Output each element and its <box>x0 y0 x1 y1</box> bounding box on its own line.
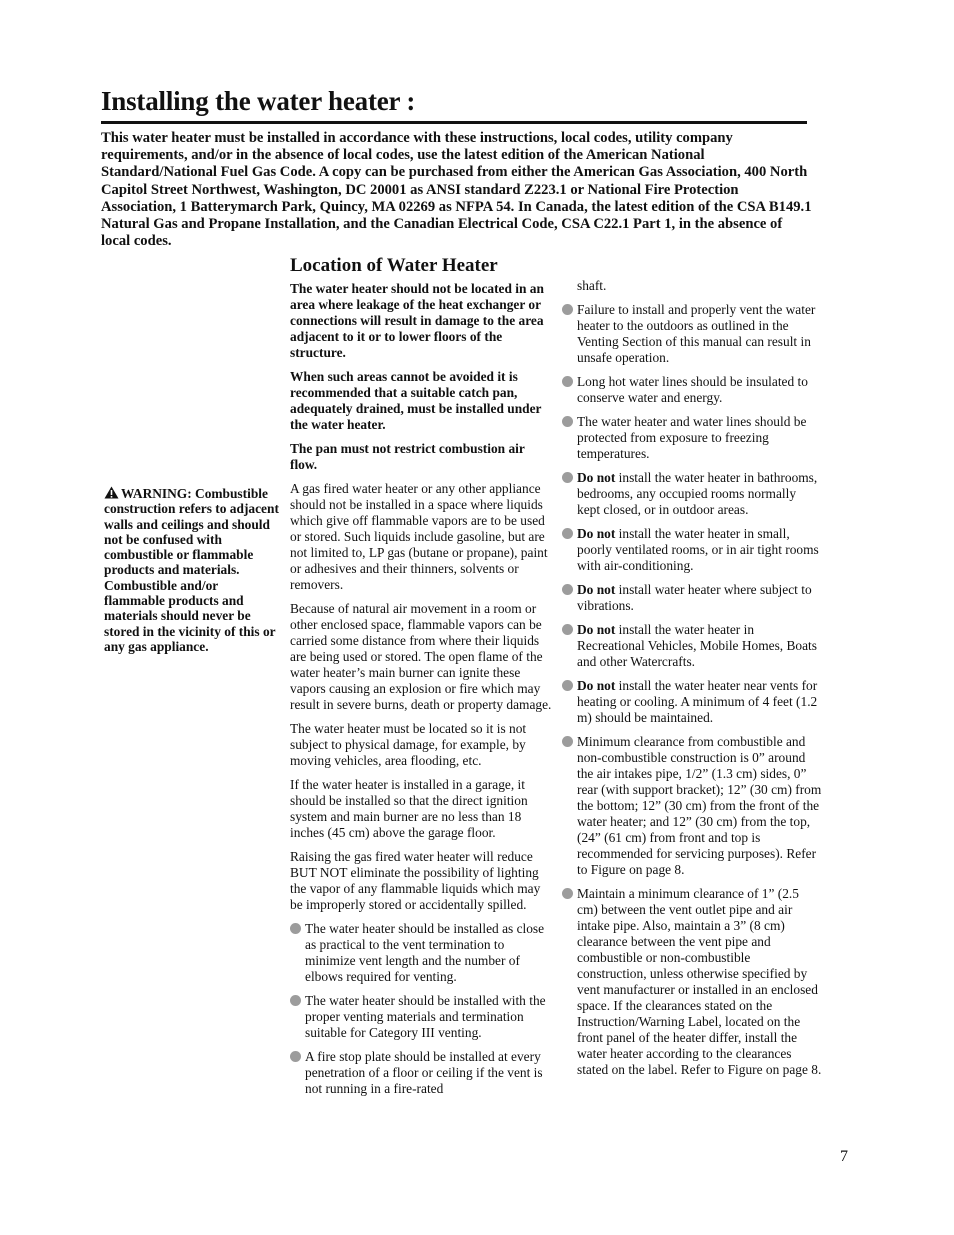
list-item-body: install water heater where subject to vibrations. <box>577 582 812 613</box>
list-item <box>562 526 822 574</box>
location-heading: Location of Water Heater <box>290 255 498 276</box>
list-item-emphasis: Do not <box>577 622 616 637</box>
list-item-text <box>577 678 822 726</box>
list-item-text <box>577 886 822 1078</box>
bullet-dot-icon <box>290 1051 301 1062</box>
list-item-body: Long hot water lines should be insulated to conserve water and energy. <box>577 374 808 405</box>
list-item <box>290 993 552 1041</box>
warning-note <box>104 486 279 654</box>
title-rule <box>101 121 807 124</box>
list-item-text <box>577 582 822 614</box>
list-item <box>562 886 822 1078</box>
list-item-text <box>577 526 822 574</box>
bullet-dot-icon <box>562 584 573 595</box>
list-item-emphasis: Do not <box>577 678 616 693</box>
body-paragraph: A gas fired water heater or any other appliance should not be installed in a space where liquids which give off flammable vapors are to be used or stored. Such liquids include gasoline, but are not limited to, LP gas (butane or propane), paint or adhesives and their thinners, solvents or removers. <box>290 481 548 592</box>
list-item <box>562 622 822 670</box>
list-item <box>562 470 822 518</box>
list-item-body: Failure to install and properly vent the water heater to the outdoors as outlined in the Venting Section of this manual can result in unsafe operation. <box>577 302 816 365</box>
list-item <box>290 921 552 985</box>
bold-paragraph: The water heater should not be located in an area where leakage of the heat exchanger or connections will result in damage to the area adjacent to it or to lower floors of the structure. <box>290 281 544 360</box>
list-item-body: Maintain a minimum clearance of 1” (2.5 cm) between the vent outlet pipe and air intake pipe. Also, maintain a 3” (8 cm) clearance between the vent pipe and combustible or non-combustible construction, unless otherwise specified by vent manufacturer or installed in an enclosed space. If the clearances stated on the Instruction/Warning Label, located on the front panel of the heater differ, install the water heater according to the clearances stated on the label. Refer to Figure on page 8. <box>577 886 822 1077</box>
list-item-body: install the water heater in Recreational Vehicles, Mobile Homes, Boats and other Watercrafts. <box>577 622 817 669</box>
bullet-dot-icon <box>562 472 573 483</box>
page-title: Installing the water heater : <box>101 86 416 116</box>
list-item-text: The water heater should be installed with the proper venting materials and termination suitable for Category III venting. <box>305 993 546 1040</box>
list-item-emphasis: Do not <box>577 526 616 541</box>
bullet-dot-icon <box>562 888 573 899</box>
page-number: 7 <box>840 1148 848 1165</box>
list-item <box>562 582 822 614</box>
warning-triangle-icon <box>104 486 119 499</box>
bullet-dot-icon <box>290 995 301 1006</box>
bold-paragraph: The pan must not restrict combustion air flow. <box>290 441 525 472</box>
bullet-dot-icon <box>562 376 573 387</box>
list-item-text <box>577 734 822 878</box>
list-item-text: The water heater should be installed as close as practical to the vent termination to minimize vent length and the number of elbows required for venting. <box>305 921 545 984</box>
list-item <box>562 302 822 366</box>
bullet-dot-icon <box>562 680 573 691</box>
list-item-body: install the water heater near vents for heating or cooling. A minimum of 4 feet (1.2 m) should be maintained. <box>577 678 818 725</box>
list-item <box>562 414 822 462</box>
list-item-emphasis: Do not <box>577 582 616 597</box>
list-item <box>290 1049 552 1097</box>
warning-text: WARNING: Combustible construction refers to adjacent walls and ceilings and should not be confused with combustible or flammable products and materials. Combustible and/or flammable products and materials should never be stored in the vicinity of this or any gas appliance. <box>104 486 279 654</box>
list-item-text <box>577 470 822 518</box>
bold-paragraph: When such areas cannot be avoided it is recommended that a suitable catch pan, adequately drained, must be installed under the water heater. <box>290 369 542 432</box>
bullet-dot-icon <box>562 304 573 315</box>
intro-paragraph: This water heater must be installed in accordance with these instructions, local codes, utility company requirements, and/or in the absence of local codes, use the latest edition of the American National Standard/National Fuel Gas Code. A copy can be purchased from either the American Gas Association, 400 North Capitol Street Northwest, Washington, DC 20001 as ANSI standard Z223.1 or National Fire Protection Association, 1 Batterymarch Park, Quincy, MA 02269 as NFPA 54. In Canada, the latest edition of the CSA B149.1 Natural Gas and Propane Installation, and the Canadian Electrical Code, CSA C22.1 Part 1, in the absence of local codes. <box>101 130 812 250</box>
requirements-column <box>562 278 822 1086</box>
location-column <box>290 255 552 1105</box>
body-paragraph: Because of natural air movement in a room or other enclosed space, flammable vapors can be carried some distance from where their liquids are being used or stored. The open flame of the water heater’s main burner can ignite these vapors causing an explosion or fire which may result in severe burns, death or property damage. <box>290 601 552 712</box>
list-item-body: install the water heater in bathrooms, bedrooms, any occupied rooms normally kept closed, or in outdoor areas. <box>577 470 818 517</box>
list-item-text <box>577 302 822 366</box>
list-item-body: install the water heater in small, poorly ventilated rooms, or in air tight rooms with air-conditioning. <box>577 526 819 573</box>
body-paragraph: If the water heater is installed in a garage, it should be installed so that the direct ignition system and main burner are no less than 18 inches (45 cm) above the garage floor. <box>290 777 528 840</box>
list-item-text <box>577 622 822 670</box>
bullet-dot-icon <box>562 528 573 539</box>
list-item <box>562 374 822 406</box>
bullet-dot-icon <box>562 736 573 747</box>
bullet-dot-icon <box>290 923 301 934</box>
list-item-text: A fire stop plate should be installed at every penetration of a floor or ceiling if the vent is not running in a fire-rated <box>305 1049 543 1096</box>
bullet-dot-icon <box>562 624 573 635</box>
continuation-text: shaft. <box>577 278 607 293</box>
body-paragraph: Raising the gas fired water heater will reduce BUT NOT eliminate the possibility of lighting the vapor of any flammable liquids which may be improperly stored or accidentally spilled. <box>290 849 541 912</box>
list-item <box>562 678 822 726</box>
list-item-body: Minimum clearance from combustible and non-combustible construction is 0” around the air intakes pipe, 1/2” (1.3 cm) sides, 0” rear (with support bracket); 12” (30 cm) from the bottom; 12” (30 cm) from the front of the water heater; and 12” (30 cm) from the top, (24” (61 cm) from front and top is recommended for servicing purposes). Refer to Figure on page 8. <box>577 734 822 877</box>
list-item <box>562 734 822 878</box>
list-item-text <box>577 414 822 462</box>
list-item-text <box>577 374 822 406</box>
bullet-dot-icon <box>562 416 573 427</box>
list-item-emphasis: Do not <box>577 470 616 485</box>
list-item-body: The water heater and water lines should be protected from exposure to freezing temperatures. <box>577 414 807 461</box>
body-paragraph: The water heater must be located so it is not subject to physical damage, for example, by moving vehicles, area flooding, etc. <box>290 721 527 768</box>
